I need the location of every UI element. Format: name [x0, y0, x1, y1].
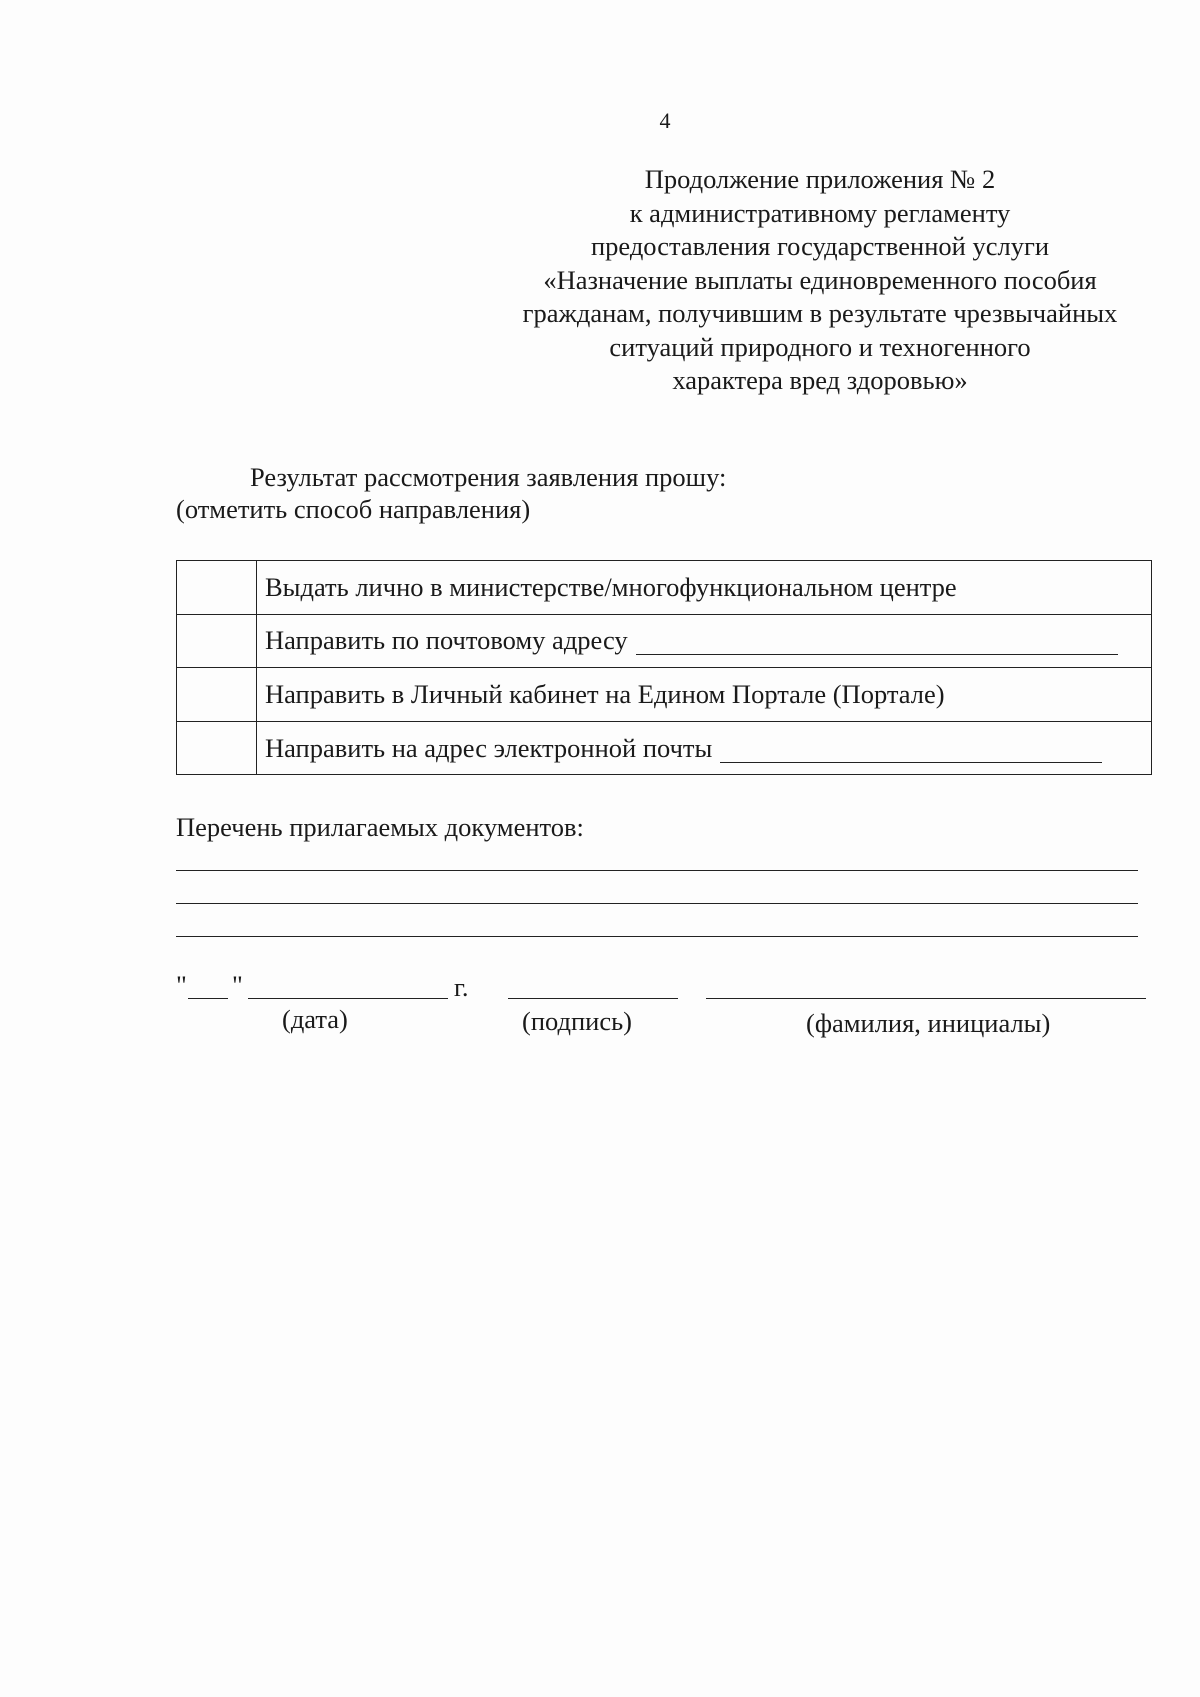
delivery-option-personal — [257, 561, 1151, 614]
signature-blank[interactable] — [508, 998, 678, 999]
appendix-header-line: Продолжение приложения № 2 — [644, 164, 996, 194]
appendix-header-line: характера вред здоровью» — [672, 365, 968, 395]
email-address-blank[interactable] — [720, 761, 1102, 763]
delivery-option-label: Выдать лично в министерстве/многофункциональном центре — [265, 571, 957, 602]
delivery-option-row — [177, 722, 1151, 776]
delivery-option-row — [177, 668, 1151, 722]
appendix-header-line: «Назначение выплаты единовременного пособия — [543, 264, 1097, 295]
delivery-option-label: Направить по почтовому адресу — [265, 625, 628, 656]
date-quote-open: " — [176, 970, 187, 1000]
delivery-option-row — [177, 561, 1151, 615]
year-suffix: г. — [454, 972, 469, 1002]
date-quote-close: " — [232, 970, 243, 1000]
appendix-header-line: предоставления государственной услуги — [590, 231, 1050, 261]
appendix-header-line: гражданам, получившим в результате чрезвычайных — [522, 298, 1118, 328]
date-caption: (дата) — [282, 1004, 348, 1034]
delivery-option-email — [257, 722, 1151, 776]
page-number: 4 — [659, 108, 671, 133]
delivery-option-row — [177, 615, 1151, 669]
name-blank[interactable] — [706, 998, 1146, 999]
name-caption: (фамилия, инициалы) — [806, 1008, 1051, 1038]
request-heading: Результат рассмотрения заявления прошу: — [250, 462, 727, 492]
delivery-options-table — [176, 560, 1152, 775]
delivery-option-label: Направить на адрес электронной почты — [265, 733, 713, 764]
document-list-line[interactable] — [176, 936, 1138, 937]
postal-address-blank[interactable] — [636, 653, 1118, 655]
delivery-option-portal — [257, 668, 1151, 721]
documents-heading: Перечень прилагаемых документов: — [176, 812, 584, 842]
month-blank[interactable] — [248, 998, 448, 999]
delivery-checkbox-personal[interactable] — [177, 561, 257, 614]
delivery-checkbox-postal[interactable] — [177, 615, 257, 668]
day-blank[interactable] — [188, 998, 228, 999]
request-note: (отметить способ направления) — [176, 494, 531, 524]
delivery-option-postal — [257, 615, 1151, 668]
appendix-header — [470, 163, 1170, 398]
delivery-option-label: Направить в Личный кабинет на Едином Портале (Портале) — [265, 678, 945, 709]
document-list-line[interactable] — [176, 903, 1138, 904]
appendix-header-line: ситуаций природного и техногенного — [609, 331, 1031, 362]
appendix-header-line: к административному регламенту — [629, 197, 1011, 228]
signature-caption: (подпись) — [522, 1006, 633, 1036]
delivery-checkbox-email[interactable] — [177, 722, 257, 776]
document-list-line[interactable] — [176, 870, 1138, 871]
delivery-checkbox-portal[interactable] — [177, 668, 257, 721]
